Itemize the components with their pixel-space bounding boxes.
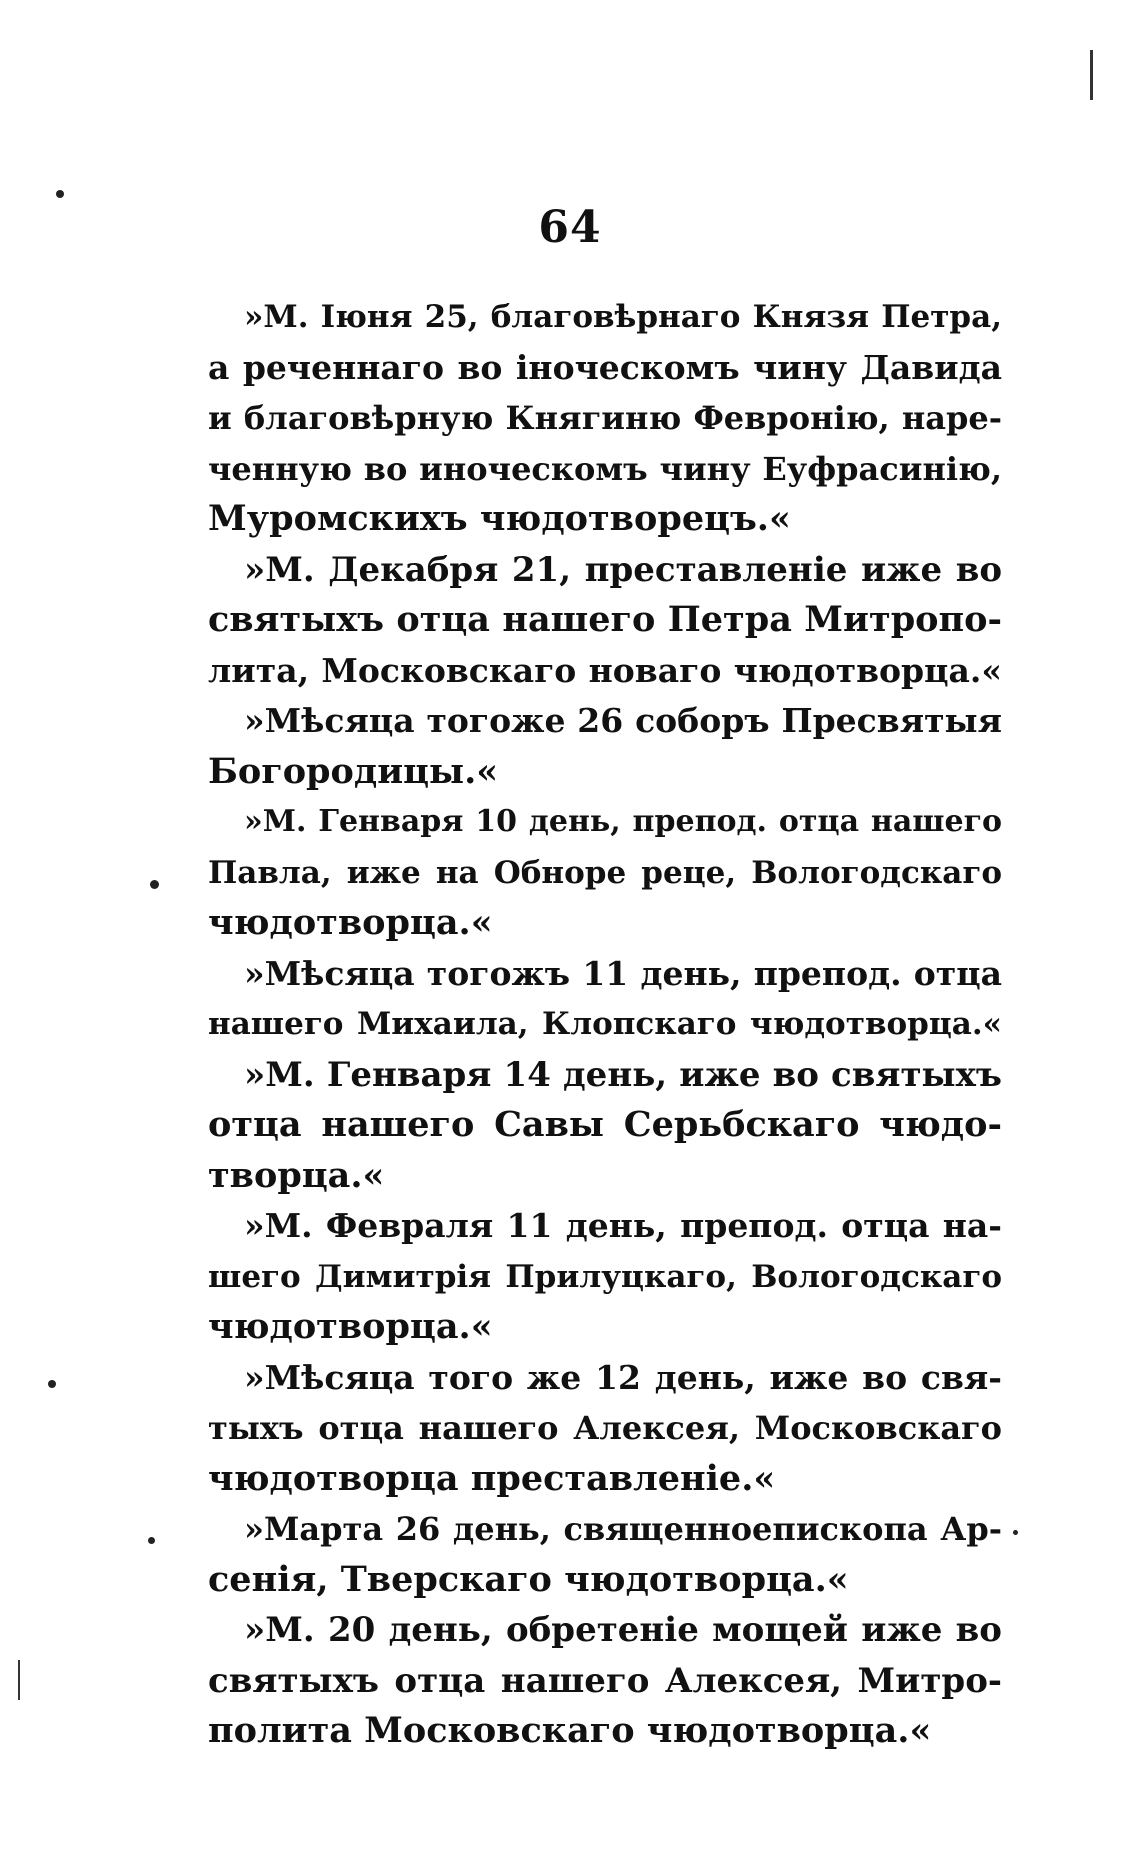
text-line: »Мѣсяца тогоже 26 соборъ Пресвятыя xyxy=(244,701,1002,740)
page-number: 64 xyxy=(538,202,602,253)
text-line: »М. Декабря 21, преставленіе иже во xyxy=(244,549,1002,590)
scan-speck xyxy=(56,190,64,198)
text-line: святыхъ отца нашего Петра Митропо- xyxy=(208,599,1002,640)
text-line: Муромскихъ чюдотворецъ.« xyxy=(208,498,791,539)
text-line: а реченнаго во іноческомъ чину Давида xyxy=(208,347,1002,387)
text-line: »М. Іюня 25, благовѣрнаго Князя Петра, xyxy=(244,299,1002,335)
text-line: чюдотворца.« xyxy=(208,1306,493,1347)
text-line: »Марта 26 день, священноепископа Ар- xyxy=(244,1510,1002,1548)
text-line: Богородицы.« xyxy=(208,750,499,792)
text-line: »М. Генваря 14 день, иже во святыхъ xyxy=(244,1054,1002,1095)
text-line: лита, Московскаго новаго чюдотворца.« xyxy=(208,650,1002,690)
text-line: ченную во иноческомъ чину Еуфрасинію, xyxy=(208,449,1002,488)
page-text xyxy=(208,292,1002,1757)
text-line: святыхъ отца нашего Алексея, Митро- xyxy=(208,1660,1002,1701)
text-line: »Мѣсяца тогожъ 11 день, препод. отца xyxy=(244,953,1002,993)
scan-speck xyxy=(1013,1530,1018,1535)
text-line: творца.« xyxy=(208,1154,385,1196)
text-line: нашего Михаила, Клопскаго чюдотворца.« xyxy=(208,1006,1002,1042)
text-line: шего Димитрія Прилуцкаго, Вологодскаго xyxy=(208,1258,1002,1295)
text-line: и благовѣрную Княгиню Февронію, наре- xyxy=(208,399,1002,437)
text-line: сенія, Тверскаго чюдотворца.« xyxy=(208,1558,849,1600)
text-line: отца нашего Савы Серьбскаго чюдо- xyxy=(208,1104,1002,1145)
scan-edge-mark xyxy=(18,1660,20,1700)
scan-speck xyxy=(148,1537,155,1544)
text-line: чюдотворца.« xyxy=(208,902,493,943)
text-line: »М. Февраля 11 день, препод. отца на- xyxy=(244,1206,1002,1245)
text-line: чюдотворца преставленіе.« xyxy=(208,1457,776,1499)
text-line: тыхъ отца нашего Алексея, Московскаго xyxy=(208,1409,1002,1447)
text-line: »М. 20 день, обретеніе мощей иже во xyxy=(244,1610,1002,1650)
scan-speck xyxy=(48,1380,56,1388)
text-line: »М. Генваря 10 день, препод. отца нашего xyxy=(244,804,1002,839)
text-line: Павла, иже на Обноре реце, Вологодскаго xyxy=(208,854,1002,891)
text-line: полита Московскаго чюдотворца.« xyxy=(208,1710,932,1751)
scan-edge-mark xyxy=(1090,50,1093,100)
scan-speck xyxy=(150,880,159,889)
text-line: »Мѣсяца того же 12 день, иже во свя- xyxy=(244,1357,1002,1397)
